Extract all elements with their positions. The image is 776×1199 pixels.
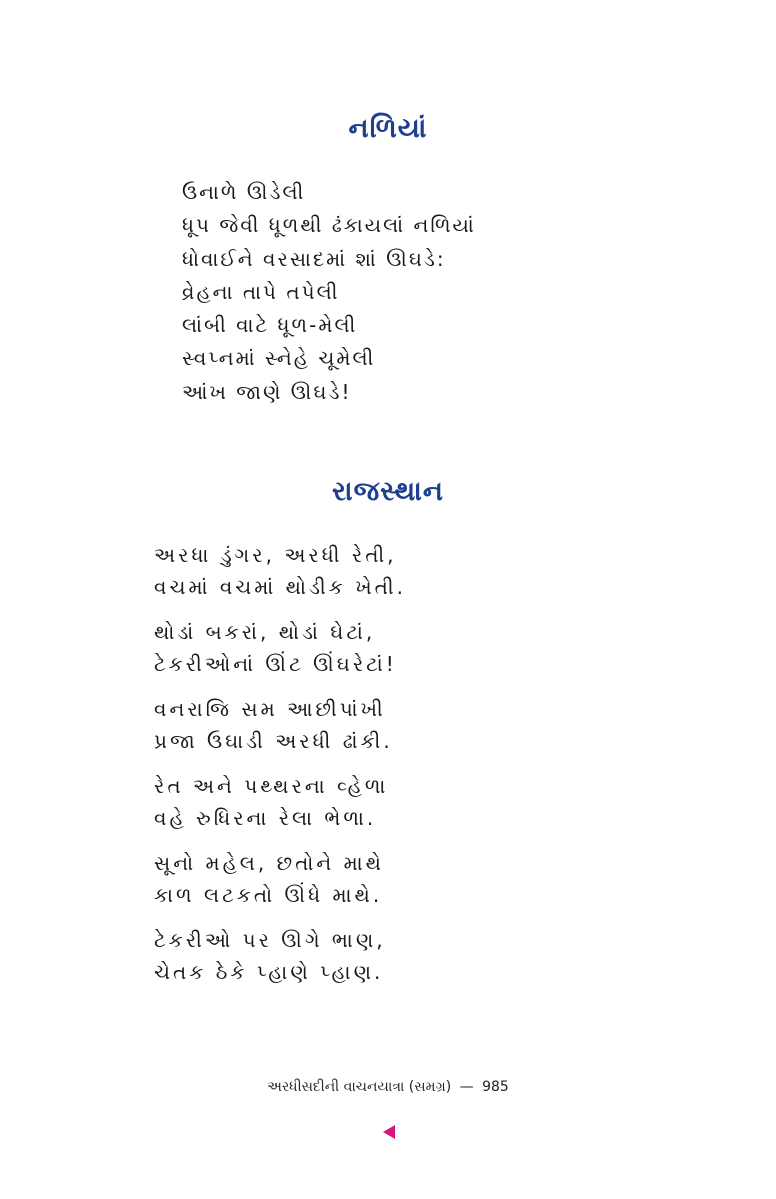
poem-line: ઉનાળે ઊડેલી bbox=[182, 180, 306, 204]
poem-line: કાળ લટકતો ઊંધે માથે. bbox=[154, 882, 383, 907]
page-footer bbox=[0, 1079, 776, 1095]
page-number: 985 bbox=[482, 1079, 509, 1095]
poem-line: વ્રેહના તાપે તપેલી bbox=[182, 279, 340, 304]
poem-line: ચેતક ઠેકે પ્હાણે પ્હાણ. bbox=[154, 959, 384, 984]
book-title: અરધીસદીની વાચનયાત્રા (સમગ્ર) bbox=[267, 1079, 452, 1095]
poem-line: પ્રજા ઉઘાડી અરધી ઢાંકી. bbox=[154, 728, 393, 753]
footer-separator: — bbox=[459, 1079, 474, 1095]
poem-line: ટેકરીઓનાં ઊંટ ઊંઘરેટાં! bbox=[154, 651, 397, 676]
poem-line: ધોવાઈને વરસાદમાં શાં ઊઘડે: bbox=[182, 246, 446, 271]
poem-title-rajasthan: રાજસ્થાન bbox=[332, 476, 444, 507]
stanza bbox=[154, 617, 406, 680]
stanza bbox=[154, 925, 406, 988]
poem-line: અરધા ડુંગર, અરધી રેતી, bbox=[154, 543, 397, 567]
stanza bbox=[154, 848, 406, 911]
poem-line: રેત અને પથ્થરના વ્હેળા bbox=[154, 774, 389, 798]
poem-title-naliyan: નળિયાં bbox=[348, 113, 428, 144]
stanza bbox=[154, 694, 406, 757]
poem-line: થોડાં બકરાં, થોડાં ઘેટાં, bbox=[154, 620, 376, 644]
poem-line: વચમાં વચમાં થોડીક ખેતી. bbox=[154, 574, 406, 599]
poem-line: સૂનો મહેલ, છતોને માથે bbox=[154, 851, 384, 875]
stanza bbox=[154, 771, 406, 834]
poem-line: ટેકરીઓ પર ઊગે ભાણ, bbox=[154, 928, 386, 952]
poem-line: વનરાજિ સમ આછીપાંખી bbox=[154, 697, 386, 721]
poem-line: સ્વપ્નમાં સ્નેહે ચૂમેલી bbox=[182, 346, 376, 371]
poem-line: આંખ જાણે ઊઘડે! bbox=[182, 379, 352, 404]
poem-body-naliyan bbox=[182, 176, 476, 409]
poem-line: ધૂપ જેવી ધૂળથી ઢંકાયલાં નળિયાં bbox=[182, 213, 476, 238]
poem-line: વહે રુધિરના રેલા ભેળા. bbox=[154, 805, 377, 830]
poem-line: લાંબી વાટે ધૂળ-મેલી bbox=[182, 313, 358, 338]
poem-body-rajasthan bbox=[154, 540, 406, 1002]
stanza bbox=[154, 540, 406, 603]
previous-page-arrow-icon[interactable] bbox=[383, 1125, 395, 1139]
